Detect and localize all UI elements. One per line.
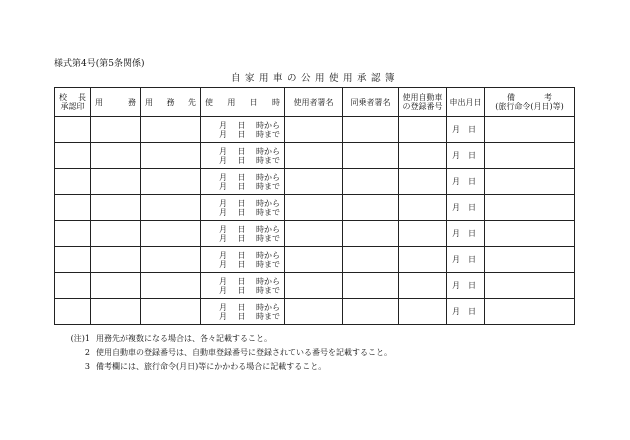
table-row [55,195,575,221]
principal-seal-cell[interactable] [55,247,91,273]
notes-section [62,332,392,374]
time-from-line-part: 月 [219,146,227,156]
time-to-line-part: 月 [219,181,227,191]
registration-cell[interactable] [399,195,447,221]
time-from-line-part: 時から [256,302,280,312]
form-title: 自家用車の公用使用承認簿 [230,73,399,84]
time-from-line-part: 月 [219,120,227,130]
time-from-line [201,303,284,312]
departure-date-cell[interactable] [447,143,485,169]
passenger-signature-cell[interactable] [343,195,399,221]
time-from-line-part: 日 [237,276,246,286]
remarks-cell[interactable] [485,117,575,143]
time-to-line [201,260,284,269]
departure-date-cell[interactable] [447,169,485,195]
time-to-line-part: 時まで [256,259,280,269]
note-text: 用務先が複数になる場合は、各々記載すること。 [96,334,272,343]
time-to-line-part: 日 [237,155,246,165]
business-cell[interactable] [91,299,141,325]
destination-cell[interactable] [141,221,201,247]
time-to-line-part: 日 [237,207,246,217]
time-from-line-part: 日 [237,302,246,312]
time-to-line [201,234,284,243]
passenger-signature-cell[interactable] [343,117,399,143]
usage-datetime-cell[interactable] [201,195,285,221]
principal-seal-cell[interactable] [55,221,91,247]
user-signature-cell[interactable] [285,221,343,247]
time-from-line-part: 日 [237,224,246,234]
time-from-line-part: 日 [237,146,246,156]
user-signature-cell[interactable] [285,273,343,299]
departure-date-cell[interactable] [447,299,485,325]
time-to-line [201,312,284,321]
note-prefix: (注)1 [70,334,90,343]
destination-cell[interactable] [141,273,201,299]
remarks-cell[interactable] [485,273,575,299]
time-to-line [201,156,284,165]
user-signature-cell[interactable] [285,299,343,325]
departure-date-cell[interactable] [447,221,485,247]
business-cell[interactable] [91,195,141,221]
header-business: 用 務 [91,88,141,117]
departure-date-cell[interactable] [447,247,485,273]
time-to-line-part: 月 [219,155,227,165]
destination-cell[interactable] [141,195,201,221]
principal-seal-cell[interactable] [55,143,91,169]
departure-date-cell[interactable] [447,117,485,143]
time-to-line-part: 時まで [256,311,280,321]
departure-date-label: 月 日 [452,307,476,316]
time-from-line-part: 日 [237,198,246,208]
header-passenger-signature: 同乗者署名 [343,88,399,117]
registration-cell[interactable] [399,273,447,299]
passenger-signature-cell[interactable] [343,221,399,247]
note-prefix: 2 [84,348,90,357]
time-to-line-part: 日 [237,285,246,295]
business-cell[interactable] [91,273,141,299]
table-row [55,247,575,273]
remarks-cell[interactable] [485,299,575,325]
time-from-line-part: 時から [256,224,280,234]
destination-cell[interactable] [141,247,201,273]
time-from-line-part: 月 [219,224,227,234]
departure-date-label: 月 日 [452,229,476,238]
destination-cell[interactable] [141,117,201,143]
time-to-line-part: 時まで [256,129,280,139]
time-to-line-part: 月 [219,207,227,217]
business-cell[interactable] [91,247,141,273]
departure-date-cell[interactable] [447,273,485,299]
time-from-line [201,251,284,260]
time-from-line-part: 月 [219,302,227,312]
form-label: 様式第4号(第5条関係) [54,59,145,69]
time-to-line-part: 時まで [256,285,280,295]
destination-cell[interactable] [141,143,201,169]
time-from-line [201,147,284,156]
usage-datetime-cell[interactable] [201,221,285,247]
time-to-line-part: 時まで [256,233,280,243]
time-to-line-part: 日 [237,181,246,191]
business-cell[interactable] [91,169,141,195]
time-to-line [201,286,284,295]
departure-date-label: 月 日 [452,151,476,160]
time-from-line [201,173,284,182]
usage-datetime-cell[interactable] [201,273,285,299]
note-item [62,360,392,374]
time-to-line-part: 月 [219,259,227,269]
remarks-cell[interactable] [485,169,575,195]
table-row [55,273,575,299]
table-row [55,221,575,247]
header-departure-date: 申出月日 [447,88,485,117]
usage-datetime-cell[interactable] [201,117,285,143]
approval-ledger-table [54,87,575,325]
departure-date-label: 月 日 [452,177,476,186]
time-from-line-part: 月 [219,172,227,182]
time-from-line-part: 時から [256,250,280,260]
time-to-line [201,208,284,217]
time-from-line [201,225,284,234]
table-row [55,117,575,143]
passenger-signature-cell[interactable] [343,169,399,195]
business-cell[interactable] [91,117,141,143]
remarks-cell[interactable] [485,247,575,273]
passenger-signature-cell[interactable] [343,273,399,299]
user-signature-cell[interactable] [285,143,343,169]
note-text: 使用自動車の登録番号は、自動車登録番号に登録されている番号を記載すること。 [96,348,392,357]
usage-datetime-cell[interactable] [201,247,285,273]
principal-seal-cell[interactable] [55,117,91,143]
note-item [62,332,392,346]
time-from-line-part: 時から [256,276,280,286]
time-to-line [201,130,284,139]
user-signature-cell[interactable] [285,247,343,273]
time-to-line-part: 時まで [256,181,280,191]
usage-datetime-cell[interactable] [201,299,285,325]
header-principal: 校 長 承認印 [55,88,91,117]
table-row [55,169,575,195]
business-cell[interactable] [91,221,141,247]
time-from-line [201,199,284,208]
usage-datetime-cell[interactable] [201,143,285,169]
time-from-line [201,277,284,286]
time-to-line-part: 時まで [256,207,280,217]
departure-date-label: 月 日 [452,125,476,134]
header-registration: 使用自動車 の登録番号 [399,88,447,117]
header-row [55,88,575,117]
passenger-signature-cell[interactable] [343,247,399,273]
remarks-cell[interactable] [485,195,575,221]
time-from-line-part: 日 [237,250,246,260]
passenger-signature-cell[interactable] [343,143,399,169]
time-to-line-part: 日 [237,259,246,269]
time-from-line-part: 時から [256,172,280,182]
departure-date-label: 月 日 [452,255,476,264]
remarks-cell[interactable] [485,143,575,169]
principal-seal-cell[interactable] [55,195,91,221]
time-from-line-part: 日 [237,172,246,182]
time-from-line-part: 日 [237,120,246,130]
table-row [55,143,575,169]
usage-datetime-cell[interactable] [201,169,285,195]
note-text: 備考欄には、旅行命令(月日)等にかかわる場合に記載すること。 [96,362,327,371]
time-from-line-part: 時から [256,198,280,208]
user-signature-cell[interactable] [285,169,343,195]
remarks-cell[interactable] [485,221,575,247]
table-row [55,299,575,325]
time-from-line-part: 時から [256,146,280,156]
header-usage-datetime: 使 用 日 時 [201,88,285,117]
departure-date-label: 月 日 [452,281,476,290]
principal-seal-cell[interactable] [55,273,91,299]
destination-cell[interactable] [141,299,201,325]
time-to-line-part: 時まで [256,155,280,165]
principal-seal-cell[interactable] [55,169,91,195]
note-prefix: 3 [84,362,90,371]
time-to-line [201,182,284,191]
time-to-line-part: 月 [219,285,227,295]
time-from-line-part: 月 [219,276,227,286]
registration-cell[interactable] [399,247,447,273]
registration-cell[interactable] [399,117,447,143]
principal-seal-cell[interactable] [55,299,91,325]
departure-date-label: 月 日 [452,203,476,212]
user-signature-cell[interactable] [285,117,343,143]
time-to-line-part: 日 [237,129,246,139]
header-user-signature: 使用者署名 [285,88,343,117]
note-item [62,346,392,360]
ledger-body [55,117,575,325]
user-signature-cell[interactable] [285,195,343,221]
registration-cell[interactable] [399,143,447,169]
time-to-line-part: 月 [219,233,227,243]
header-destination: 用 務 先 [141,88,201,117]
header-remarks: 備 考 (旅行命令(月日)等) [485,88,575,117]
time-to-line-part: 月 [219,129,227,139]
time-to-line-part: 日 [237,233,246,243]
registration-cell[interactable] [399,299,447,325]
time-from-line-part: 月 [219,250,227,260]
time-to-line-part: 月 [219,311,227,321]
registration-cell[interactable] [399,169,447,195]
time-from-line-part: 月 [219,198,227,208]
time-from-line-part: 時から [256,120,280,130]
registration-cell[interactable] [399,221,447,247]
passenger-signature-cell[interactable] [343,299,399,325]
destination-cell[interactable] [141,169,201,195]
time-from-line [201,121,284,130]
departure-date-cell[interactable] [447,195,485,221]
time-to-line-part: 日 [237,311,246,321]
business-cell[interactable] [91,143,141,169]
